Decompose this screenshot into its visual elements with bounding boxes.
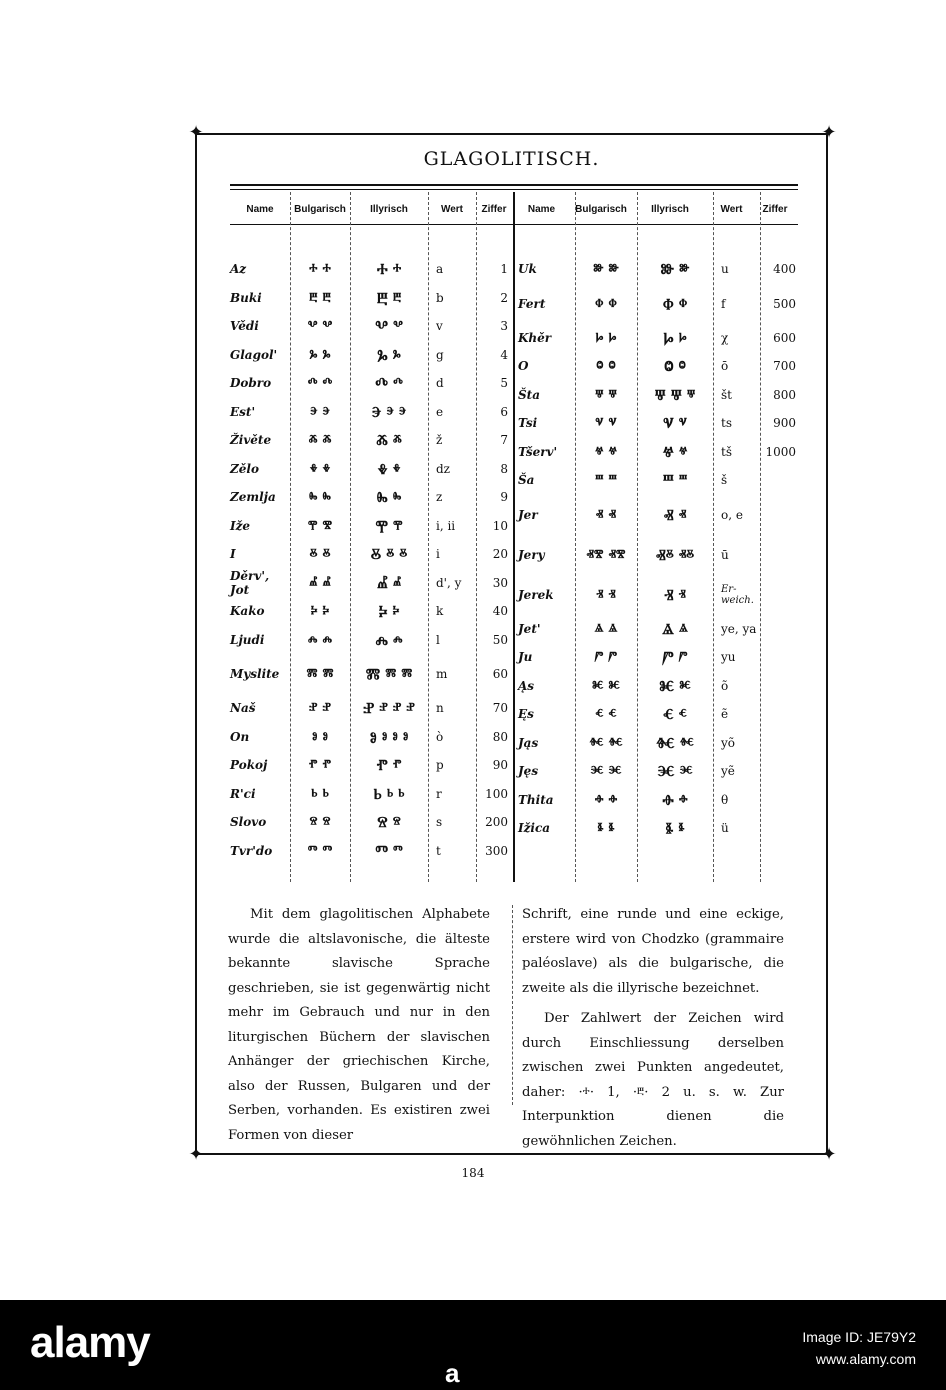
numeric-value: 90 [492,758,508,773]
numeric-value: 9 [500,490,508,505]
letter-name: On [230,729,250,744]
bulgarian-glyph: ⱁ ⱁ [312,727,328,746]
illyrian-glyph: Ⱈ ⱈ [663,328,687,347]
bulgarian-glyph: ⰹ ⰺ [308,516,332,535]
letter-name: O [518,359,529,374]
phonetic-value: õ [721,678,729,693]
table-row [518,700,800,729]
letter-name: Jerek [518,587,554,602]
illyrian-glyph: Ⰹ ⰹ [375,516,403,535]
table-row [230,255,512,284]
page-number: 184 [461,1166,485,1180]
phonetic-value: Er-weich. [721,583,754,606]
table-row [230,341,512,370]
table-row [230,626,512,655]
letter-name: Ju [518,650,533,665]
numeric-value: 20 [492,547,508,562]
alamy-logo: alamy [30,1318,150,1367]
phonetic-value: ü [721,821,729,836]
bulgarian-glyph: ⱂ ⱂ [308,756,332,775]
table-row [518,352,800,381]
phonetic-value: e [436,404,444,419]
phonetic-value: ts [721,416,732,431]
bulgarian-glyph: ⰵ ⰵ [310,402,330,421]
table-row [518,757,800,786]
bulgarian-glyph: ⱍ ⱍ [595,442,617,461]
numeric-value: 80 [492,729,508,744]
page-title: GLAGOLITISCH. [423,148,600,170]
bulgarian-glyph: ⱃ ⱃ [311,784,329,803]
illyrian-glyph: Ⱋ Ⱋ ⱋ [654,385,696,404]
column-header-bulgarisch: Bulgarisch [575,203,627,215]
phonetic-value: m [436,667,448,681]
table-row [230,483,512,512]
bulgarian-glyph: ⰸ ⰸ [309,488,331,507]
column-header-wert: Wert [720,203,743,215]
phonetic-value: d [436,376,444,391]
numeric-value: 3 [500,319,508,334]
numeric-value: 60 [492,667,508,681]
letter-name: R'ci [230,786,256,801]
phonetic-value: t [436,843,441,858]
numeric-value: 50 [492,632,508,647]
letter-name: Jery [518,547,545,562]
bulgarian-glyph: ⱚ ⱚ [594,790,618,809]
phonetic-value: š [721,473,728,488]
bulgarian-glyph: ⰼ ⰼ [309,573,331,592]
site-url: www.alamy.com [815,1351,916,1367]
table-row [230,540,512,569]
bulgarian-glyph: ⰷ ⰷ [309,459,331,478]
letter-name: Uk [518,262,537,277]
column-header-ziffer: Ziffer [762,203,788,215]
phonetic-value: i [436,547,440,562]
table-center-divider [513,192,515,882]
numeric-value: 7 [500,433,508,448]
table-row [230,808,512,837]
table-row [230,837,512,866]
table-row [518,381,800,410]
bulgarian-glyph: ⰱ ⰱ [309,288,331,307]
letter-name: Az [230,262,247,277]
table-row [518,255,800,284]
bulgarian-glyph: ⱀ ⱀ [309,699,331,718]
letter-name: Fert [518,296,546,311]
corner-ornament-icon: ✦ [821,122,837,143]
illyrian-glyph: Ⱃ ⱃ ⱃ [373,784,405,803]
phonetic-value: ye, ya [721,621,757,636]
phonetic-value: i, ii [436,518,456,533]
illyrian-glyph: Ⱐ ⱐ [664,585,686,604]
table-row [230,284,512,313]
corner-ornament-icon: ✦ [821,1144,837,1165]
letter-name: Vědi [230,319,259,334]
illyrian-glyph: Ⱄ ⱄ [377,813,401,832]
illyrian-glyph: Ⱏ ⱏ [663,505,687,524]
table-row [518,615,800,644]
bulgarian-glyph: ⱘ ⱘ [592,676,620,695]
phonetic-value: št [721,387,732,402]
phonetic-value: r [436,786,442,801]
alamy-mark-icon: a [445,1358,460,1388]
illyrian-glyph: Ⱓ ⱓ [662,648,688,667]
bulgarian-glyph: ⰽ ⰽ [310,602,330,621]
letter-name: Tvr'do [230,843,273,858]
letter-name: Tsi [518,416,538,431]
table-row [230,723,512,752]
numeric-value: 1 [500,262,508,277]
phonetic-value: yẽ [721,764,735,779]
numeric-value: 800 [773,387,796,402]
letter-name: Slovo [230,815,267,830]
bulgarian-glyph: ⱎ ⱎ [595,471,617,490]
table-row [518,495,800,535]
illyrian-glyph: Ⰱ ⰱ [376,288,402,307]
bulgarian-glyph: ⱅ ⱅ [307,841,333,860]
body-text-right [522,903,784,1154]
letter-name: Khěr [518,330,552,345]
letter-name: Jąs [518,735,539,750]
phonetic-value: ū [721,547,729,562]
illyrian-glyph: Ⱉ ⱉ [664,357,686,376]
illyrian-glyph: Ⰸ ⰸ [376,488,402,507]
illyrian-glyph: Ⰴ ⰴ [375,374,403,393]
letter-name: Jęs [518,764,539,779]
table-row [518,284,800,324]
illyrian-glyph: Ⰰ ⰰ [376,260,402,279]
numeric-value: 5 [500,376,508,391]
phonetic-value: d', y [436,575,462,590]
letter-name: Thita [518,792,554,807]
bulgarian-glyph: ⰾ ⰾ [307,630,332,649]
bulgarian-glyph: ⱋ ⱋ [595,385,617,404]
column-header-name: Name [527,203,556,215]
table-row [518,535,800,575]
table-row [230,597,512,626]
bulgarian-glyph: ⱗ ⱗ [590,762,622,781]
illyrian-glyph: Ⱆ ⱆ [660,260,690,279]
bulgarian-glyph: ⱙ ⱙ [589,733,623,752]
bulgarian-glyph: ⰿ ⰿ [306,665,334,683]
letter-name: Ęs [518,707,534,722]
numeric-value: 4 [500,347,508,362]
table-row [518,814,800,843]
table-row [518,438,800,467]
phonetic-value: ō [721,359,729,374]
illyrian-glyph: Ⱗ ⱗ [657,762,693,781]
table-top-rule [230,184,798,186]
numeric-value: 6 [500,404,508,419]
phonetic-value: p [436,758,444,773]
table-row [230,654,512,694]
illyrian-glyph: Ⱌ ⱌ [663,414,687,433]
bulgarian-glyph: ⰲ ⰲ [307,317,333,336]
table-row [518,729,800,758]
letter-name: Ša [518,473,535,488]
illyrian-glyph: Ⱇ ⱇ [662,294,688,313]
phonetic-value: l [436,632,440,647]
phonetic-value: v [436,319,443,334]
bulgarian-glyph: ⱈ ⱈ [595,328,617,347]
column-header-illyrisch: Illyrisch [370,203,408,215]
phonetic-value: n [436,701,444,716]
illyrian-glyph: Ⰷ ⰷ [377,459,401,478]
letter-name: Ljudi [230,632,265,647]
column-header-bulgarisch: Bulgarisch [294,203,346,215]
illyrian-glyph: Ⱁ ⱁ ⱁ ⱁ [369,727,409,746]
letter-name: Zemlja [230,490,276,505]
illyrian-glyph: Ⱏⰻ ⱏⰻ [655,545,695,564]
illyrian-glyph: Ⰼ ⰼ [376,573,402,592]
numeric-value: 100 [485,786,508,801]
table-row [518,786,800,815]
bulgarian-glyph: ⱉ ⱉ [596,357,616,376]
phonetic-value: g [436,347,444,362]
table-row [230,512,512,541]
illyrian-glyph: Ⰾ ⰾ [375,630,403,649]
bulgarian-glyph: ⱑ ⱑ [594,619,618,638]
bulgarian-glyph: ⰳ ⰳ [309,345,331,364]
numeric-value: 70 [492,701,508,716]
letter-name: Jer [518,507,538,522]
table-header-right [513,197,795,221]
illyrian-glyph: Ⰳ ⰳ [377,345,401,364]
column-header-illyrisch: Illyrisch [651,203,689,215]
bulgarian-glyph: ⱐ ⱐ [596,585,616,604]
numeric-value: 900 [773,416,796,431]
bulgarian-glyph: ⰻ ⰻ [309,545,331,564]
phonetic-value: χ [721,330,729,345]
numeric-value: 2 [500,290,508,305]
table-row [230,455,512,484]
phonetic-value: z [436,490,443,505]
letter-name: Myslite [230,667,280,681]
numeric-value: 30 [492,575,508,590]
bulgarian-glyph: ⱔ ⱔ [595,705,617,724]
table-row [230,369,512,398]
table-row [518,409,800,438]
letter-name: Živěte [230,433,272,448]
illyrian-glyph: Ⰲ ⰲ [375,317,403,336]
corner-ornament-icon: ✦ [188,122,204,143]
illyrian-glyph: Ⱚ ⱚ [662,790,688,809]
bulgarian-glyph: ⱏ ⱏ [595,505,617,524]
letter-name: Glagol' [230,347,278,362]
table-row [230,426,512,455]
numeric-value: 200 [485,815,508,830]
numeric-value: 8 [500,461,508,476]
table-row [230,569,512,598]
illyrian-glyph: Ⰵ ⰵ ⰵ [371,402,407,421]
illyrian-glyph: Ⱂ ⱂ [376,756,402,775]
numeric-value: 400 [773,262,796,277]
phonetic-value: b [436,290,444,305]
numeric-value: 700 [773,359,796,374]
illyrian-glyph: Ⱑ ⱑ [662,619,688,638]
illyrian-glyph: Ⱛ ⱛ [665,819,685,838]
table-row [230,694,512,723]
table-row [518,575,800,615]
numeric-value: 10 [492,518,508,533]
paragraph: Mit dem glagolitischen Alphabete wurde die altslavonische, die älteste bekannte slavische Sprache geschrieben, sie ist gegenwärtig nicht mehr im Gebrauch und nur in den liturgischen Büchern der slavischen Anhänger der griechischen Kirche, also der Russen, Bulgaren und der Serben, vorhanden. Es existiren zwei Formen von dieser [228,907,490,1143]
phonetic-value: k [436,604,444,619]
letter-name: Děrv', Jot [230,568,270,597]
column-header-ziffer: Ziffer [481,203,507,215]
letter-name: Ižica [518,821,551,836]
illyrian-glyph: Ⰽ ⰽ [378,602,400,621]
phonetic-value: yõ [721,735,736,750]
phonetic-value: a [436,262,444,277]
bulgarian-glyph: ⱆ ⱆ [593,260,619,279]
bulgarian-glyph: ⱓ ⱓ [594,648,618,667]
phonetic-value: s [436,815,443,830]
numeric-value: 40 [492,604,508,619]
alphabet-table-right [518,255,800,843]
bulgarian-glyph: ⱛ ⱛ [597,819,615,838]
illyrian-glyph: Ⱀ ⱀ ⱀ ⱀ [363,699,415,718]
letter-name: Naš [230,701,256,716]
table-row [518,466,800,495]
corner-ornament-icon: ✦ [188,1144,204,1165]
letter-name: Ąs [518,678,535,693]
phonetic-value: θ [721,792,729,807]
bulgarian-glyph: ⱏⰺ ⱏⰺ [586,545,626,564]
column-header-name: Name [246,203,274,215]
illyrian-glyph: Ⱍ ⱍ [662,442,688,461]
bulgarian-glyph: ⱄ ⱄ [309,813,331,832]
letter-name: Šta [518,387,540,402]
numeric-value: 300 [485,843,508,858]
phonetic-value: tš [721,444,732,459]
table-row [230,398,512,427]
illyrian-glyph: Ⰶ ⰶ [376,431,402,450]
bulgarian-glyph: ⱌ ⱌ [595,414,617,433]
watermark-footer [0,1300,946,1390]
table-top-rule [230,189,798,190]
table-row [518,643,800,672]
illyrian-glyph: Ⱔ ⱔ [663,705,687,724]
column-header-wert: Wert [440,203,464,215]
letter-name: Jet' [518,621,541,636]
illyrian-glyph: Ⱙ ⱙ [656,733,694,752]
phonetic-value: f [721,296,726,311]
letter-name: Pokoj [230,758,268,773]
image-id: Image ID: JE79Y2 [802,1329,916,1345]
text-column-divider [512,905,513,1105]
letter-name: Zělo [230,461,259,476]
phonetic-value: o, e [721,507,743,522]
paragraph: Schrift, eine runde und eine eckige, erstere wird von Chodzko (grammaire paléoslave) als die bulgarische, die zweite als die illyrische bezeichnet. [522,907,784,996]
illyrian-glyph: Ⰻ ⰻ ⰻ [370,545,408,564]
letter-name: Dobro [230,376,272,391]
illyrian-glyph: Ⱘ ⱘ [659,676,691,695]
bulgarian-glyph: ⰴ ⰴ [307,374,333,393]
table-header-left [230,197,512,221]
numeric-value: 1000 [765,444,796,459]
numeric-value: 600 [773,330,796,345]
table-row [230,751,512,780]
paragraph: Der Zahlwert der Zeichen wird durch Einschliessung derselben zwischen zwei Punkten angedeutet, daher: ·ⰰ· 1, ·ⰱ· 2 u. s. w. Zur Interpunktion dienen die gewöhnlichen Zeichen. [522,1011,784,1149]
phonetic-value: yu [721,650,736,665]
phonetic-value: ž [436,433,443,448]
letter-name: Buki [230,290,262,305]
table-row [230,312,512,341]
table-row [518,324,800,353]
letter-name: I [230,547,236,562]
image-info [802,1326,916,1370]
bulgarian-glyph: ⱇ ⱇ [595,294,617,313]
letter-name: Kako [230,604,265,619]
bulgarian-glyph: ⰰ ⰰ [309,260,331,279]
illyrian-glyph: Ⰿ ⰿ ⰿ [365,665,413,683]
letter-name: Tšerv' [518,444,558,459]
alphabet-table-left [230,255,512,865]
phonetic-value: u [721,262,729,277]
letter-name: Est' [230,404,256,419]
letter-name: Iže [230,518,251,533]
phonetic-value: dz [436,461,451,476]
table-row [230,780,512,809]
table-row [518,672,800,701]
illyrian-glyph: Ⱎ ⱎ [662,471,688,490]
phonetic-value: ẽ [721,707,729,722]
body-text-left [228,903,490,1148]
illyrian-glyph: Ⱅ ⱅ [375,841,403,860]
numeric-value: 500 [773,296,796,311]
bulgarian-glyph: ⰶ ⰶ [308,431,332,450]
phonetic-value: ò [436,729,444,744]
